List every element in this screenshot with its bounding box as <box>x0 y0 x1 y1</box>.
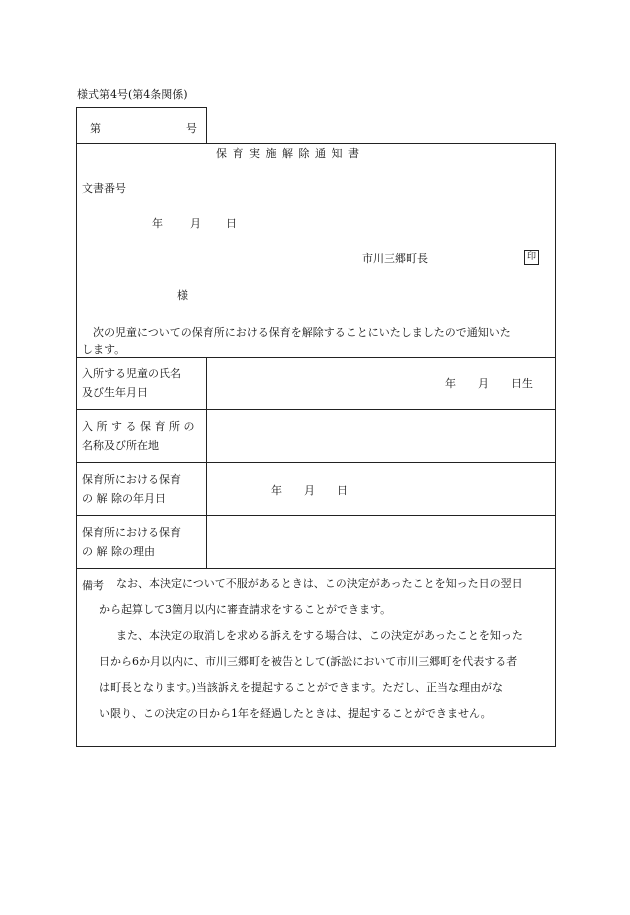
issue-date-year: 年 <box>152 217 163 230</box>
cancel-date-value: 年 月 日 <box>271 484 348 497</box>
table-row-label <box>82 470 181 508</box>
remarks-label: 備考 <box>82 579 104 592</box>
table-column-divider <box>206 357 207 568</box>
remarks-line5: は町長となります。)当該訴えを提起することができます。ただし、正当な理由がな <box>99 681 504 694</box>
child-label-line2: 及び生年月日 <box>82 386 148 399</box>
remarks-line6: い限り、この決定の日から1年を経過したときは、提起することができません。 <box>99 707 492 720</box>
cancel-date-label-line1: 保育所における保育 <box>82 473 181 486</box>
reason-label-line2: の 解 除の理由 <box>82 545 155 558</box>
issue-date-month: 月 <box>190 217 201 230</box>
notice-text-line2: します。 <box>82 343 126 356</box>
cancel-date-label-line2: の 解 除の年月日 <box>82 492 166 505</box>
issue-date-day: 日 <box>226 217 237 230</box>
table-row-label <box>82 417 194 455</box>
table-divider <box>76 462 556 463</box>
remarks-text <box>82 571 552 727</box>
table-divider <box>76 568 556 569</box>
form-title: 保 育 実 施 解 除 通 知 書 <box>216 147 360 160</box>
reason-label-line1: 保育所における保育 <box>82 526 181 539</box>
notice-text-line1: 次の児童についての保育所における保育を解除することにいたしましたので通知いた <box>93 326 511 339</box>
remarks-line2: から起算して3箇月以内に審査請求をすることができます。 <box>99 603 392 616</box>
remarks-line4: 日から6か月以内に、市川三郷町を被告として(訴訟において市川三郷町を代表する者 <box>99 655 518 668</box>
child-label-line1: 入所する児童の氏名 <box>82 367 181 380</box>
child-birthdate-value: 年 月 日生 <box>445 377 533 390</box>
issuer-name: 市川三郷町長 <box>362 252 428 265</box>
table-row-label <box>82 523 181 561</box>
table-row-label <box>82 364 181 402</box>
number-prefix: 第 <box>90 122 101 135</box>
facility-label-line1: 入 所 す る 保 育 所 の <box>82 420 195 433</box>
table-divider <box>76 357 556 358</box>
addressee-honorific: 様 <box>177 289 188 302</box>
form-number-label: 様式第4号(第4条関係) <box>77 88 188 101</box>
facility-label-line2: 名称及び所在地 <box>82 439 159 452</box>
seal-mark: 印 <box>524 250 539 265</box>
number-suffix: 号 <box>186 122 197 135</box>
doc-number-label: 文書番号 <box>82 182 126 195</box>
remarks-line1: なお、本決定について不服があるときは、この決定があったことを知った日の翌日 <box>116 577 523 590</box>
table-divider <box>76 409 556 410</box>
table-divider <box>76 515 556 516</box>
remarks-line3: また、本決定の取消しを求める訴えをする場合は、この決定があったことを知った <box>116 629 523 642</box>
